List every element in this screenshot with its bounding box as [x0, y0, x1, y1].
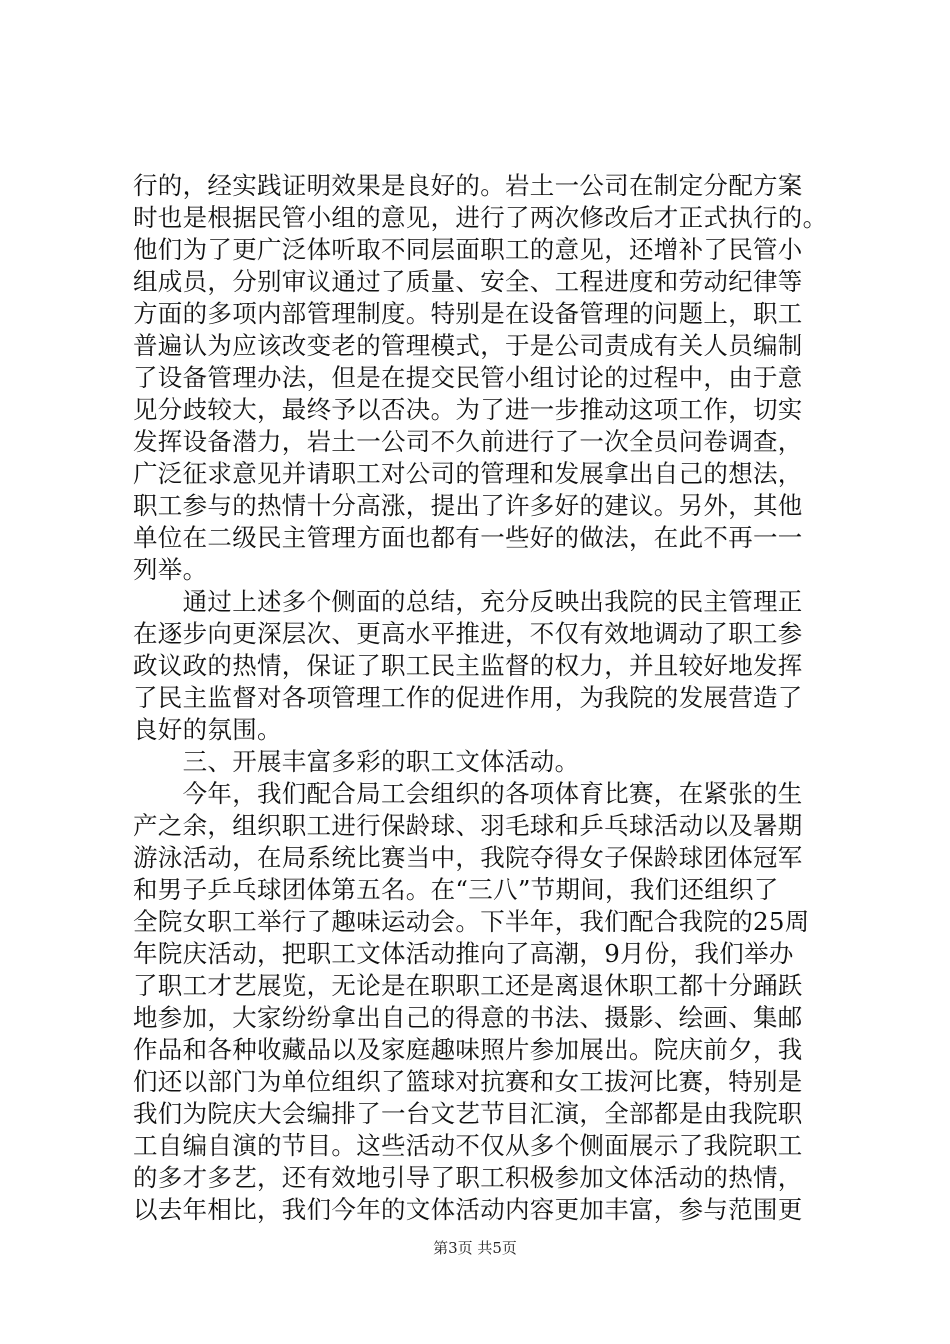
text-line: 今年，我们配合局工会组织的各项体育比赛，在紧张的生: [133, 779, 803, 808]
text-line: 列举。: [133, 555, 208, 584]
text-line: 行的，经实践证明效果是良好的。岩土一公司在制定分配方案: [133, 171, 803, 200]
text-line: 单位在二级民主管理方面也都有一些好的做法，在此不再一一: [133, 523, 803, 552]
text-line: 工自编自演的节目。这些活动不仅从多个侧面展示了我院职工: [133, 1131, 803, 1160]
text-line: 年院庆活动，把职工文体活动推向了高潮，9月份，我们举办: [133, 939, 794, 968]
text-line: 了设备管理办法，但是在提交民管小组讨论的过程中，由于意: [133, 363, 803, 392]
text-line: 产之余，组织职工进行保龄球、羽毛球和乒乓球活动以及暑期: [133, 811, 803, 840]
text-line: 良好的氛围。: [133, 715, 282, 744]
text-line: 方面的多项内部管理制度。特别是在设备管理的问题上，职工: [133, 299, 803, 328]
text-line: 广泛征求意见并请职工对公司的管理和发展拿出自己的想法，: [133, 459, 803, 488]
text-line: 政议政的热情，保证了职工民主监督的权力，并且较好地发挥: [133, 651, 803, 680]
text-line: 的多才多艺，还有效地引导了职工积极参加文体活动的热情，: [133, 1163, 803, 1192]
text-line: 见分歧较大，最终予以否决。为了进一步推动这项工作，切实: [133, 395, 803, 424]
text-line: 地参加，大家纷纷拿出自己的得意的书法、摄影、绘画、集邮: [133, 1003, 803, 1032]
text-line: 全院女职工举行了趣味运动会。下半年，我们配合我院的25周: [133, 907, 810, 936]
text-line: 时也是根据民管小组的意见，进行了两次修改后才正式执行的。: [133, 203, 828, 232]
text-line: 以去年相比，我们今年的文体活动内容更加丰富，参与范围更: [133, 1195, 803, 1224]
page-footer: 第3页 共5页: [433, 1239, 517, 1257]
text-line: 组成员，分别审议通过了质量、安全、工程进度和劳动纪律等: [133, 267, 803, 296]
text-line: 通过上述多个侧面的总结，充分反映出我院的民主管理正: [133, 587, 803, 616]
text-line: 普遍认为应该改变老的管理模式，于是公司责成有关人员编制: [133, 331, 803, 360]
text-line: 游泳活动，在局系统比赛当中，我院夺得女子保龄球团体冠军: [133, 843, 803, 872]
section-heading: 三、开展丰富多彩的职工文体活动。: [133, 747, 580, 776]
text-line: 我们为院庆大会编排了一台文艺节目汇演，全部都是由我院职: [133, 1099, 803, 1128]
text-line: 了职工才艺展览，无论是在职职工还是离退休职工都十分踊跃: [133, 971, 803, 1000]
text-line: 他们为了更广泛体听取不同层面职工的意见，还增补了民管小: [133, 235, 803, 264]
text-line: 作品和各种收藏品以及家庭趣味照片参加展出。院庆前夕，我: [133, 1035, 803, 1064]
text-line: 职工参与的热情十分高涨，提出了许多好的建议。另外，其他: [133, 491, 803, 520]
text-line: 们还以部门为单位组织了篮球对抗赛和女工拔河比赛，特别是: [133, 1067, 803, 1096]
text-line: 在逐步向更深层次、更高水平推进，不仅有效地调动了职工参: [133, 619, 803, 648]
body-text: [133, 170, 833, 1226]
text-line: 发挥设备潜力，岩土一公司不久前进行了一次全员问卷调查，: [133, 427, 803, 456]
text-line: 和男子乒乓球团体第五名。在“三八”节期间，我们还组织了: [133, 875, 779, 904]
text-line: 了民主监督对各项管理工作的促进作用，为我院的发展营造了: [133, 683, 803, 712]
